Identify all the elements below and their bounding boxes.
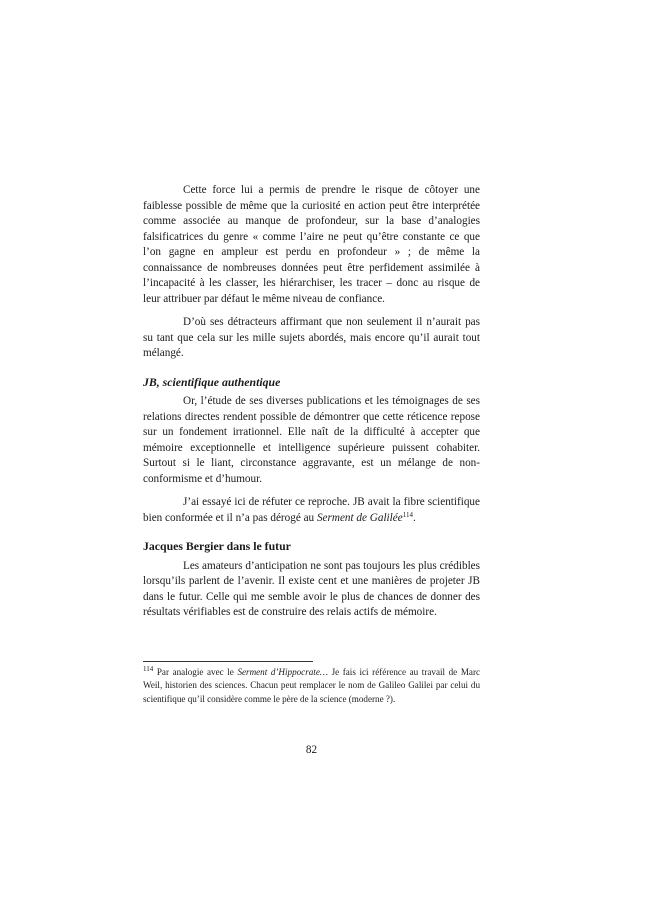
paragraph: Or, l’étude de ses diverses publications et les témoignages de ses relations directes rendent possible de démontrer que cette réticence repose sur un fondement irrationnel. Elle naît de la difficulté à accepter que mémoire exceptionnelle et intelligence supérieure puissent cohabiter. Surtout si le liant, circonstance aggravante, est un mélange de non-conformisme et d’humour. bbox=[143, 395, 480, 485]
paragraph: Les amateurs d’anticipation ne sont pas toujours les plus crédibles lorsqu’ils parlent de l’avenir. Il existe cent et une manières de projeter JB dans le futur. Celle qui me semble avoir le plus de chances de donner des résultats vérifiables est de construire des relais actifs de mémoire. bbox=[143, 559, 480, 618]
footnote-italic: Serment d’Hippocrate… bbox=[237, 667, 328, 677]
footnote-text-end: Je fais ici référence au travail de Marc Weil, historien des sciences. Chacun peut remplacer le nom de Galileo Galilei par celui du scientifique qu’il considère comme le père de la science (moderne ?). bbox=[143, 667, 481, 704]
section-heading: Jacques Bergier dans le futur bbox=[143, 539, 291, 553]
section-heading: JB, scientifique authentique bbox=[143, 374, 281, 389]
main-text bbox=[143, 183, 480, 621]
footnote-text: Par analogie avec le bbox=[153, 667, 238, 677]
footnote bbox=[143, 666, 480, 706]
footnote-reference[interactable]: 114 bbox=[402, 510, 413, 519]
paragraph-text: J’ai essayé ici de réfuter ce reproche. JB avait la fibre scientifique bien conformée et il n’a pas dérogé au bbox=[143, 496, 480, 524]
italic-title: Serment de Galilée bbox=[316, 511, 403, 524]
paragraph: D’où ses détracteurs affirmant que non seulement il n’aurait pas su tant que cela sur les mille sujets abordés, mais encore qu’il aurait tout mélangé. bbox=[143, 316, 480, 359]
footnote-number: 114 bbox=[143, 665, 154, 673]
paragraph bbox=[143, 495, 480, 526]
page-number: 82 bbox=[305, 744, 318, 756]
paragraph: Cette force lui a permis de prendre le risque de côtoyer une faiblesse possible de même que la curiosité en action peut être interprétée comme associée au manque de profondeur, sur la base d’analogies falsificatrices du genre « comme l’aire ne peut qu’être constante ce que l’on gagne en ampleur est perdu en profondeur » ; de même la connaissance de nombreuses données peut être perfidement assimilée à l’incapacité à les classer, les hiérarchiser, les tracer – donc au risque de leur attribuer par défaut le même niveau de confiance. bbox=[143, 184, 480, 305]
footnote-divider bbox=[143, 661, 313, 662]
paragraph-end: . bbox=[412, 511, 416, 524]
